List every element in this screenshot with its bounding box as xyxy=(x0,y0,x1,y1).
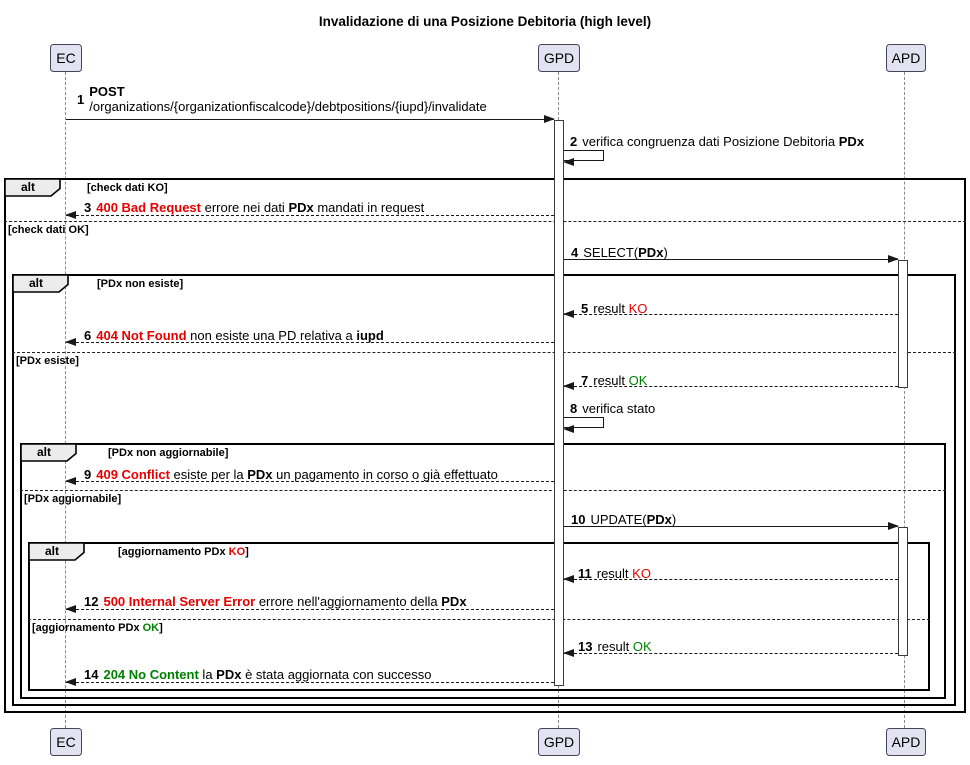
status-code-204: 204 No Content xyxy=(103,667,199,682)
request-path: /organizations/{organizationfiscalcode}/debtpositions/{iupd}/invalidate xyxy=(89,99,487,114)
message-text: verifica congruenza dati Posizione Debitoria xyxy=(582,134,839,149)
else-label-4 xyxy=(32,622,163,634)
alt-keyword: alt xyxy=(45,544,60,558)
result-ko: KO xyxy=(632,566,651,581)
arrowhead-left xyxy=(563,382,574,390)
actor-apd-label: APD xyxy=(891,50,921,66)
message-8-label xyxy=(570,401,655,416)
status-code-409: 409 Conflict xyxy=(96,467,170,482)
message-text: un pagamento in corso o già effettuato xyxy=(272,467,498,482)
message-number: 5 xyxy=(581,301,589,316)
alt-pentagon-3 xyxy=(20,443,78,462)
result-ok: OK xyxy=(628,373,648,388)
message-6-arrow xyxy=(66,342,554,343)
message-10-label xyxy=(571,512,676,527)
message-12-arrow xyxy=(66,609,554,610)
condition-text: ] xyxy=(245,546,249,558)
message-13-arrow xyxy=(564,653,898,654)
alt-pentagon-2 xyxy=(12,274,70,293)
alt-condition-1: [check dati KO] xyxy=(87,182,168,194)
condition-text: [aggiornamento PDx xyxy=(32,622,143,634)
message-2-label xyxy=(570,134,864,149)
message-1-label xyxy=(77,84,487,114)
message-text: non esiste una PD relativa a xyxy=(186,328,357,343)
alt-pentagon-4 xyxy=(28,542,86,561)
message-number: 11 xyxy=(578,566,592,581)
alt-keyword: alt xyxy=(37,445,52,459)
message-text: errore nell'aggiornamento della xyxy=(255,594,442,609)
result-ok: OK xyxy=(632,639,652,654)
else-divider-4 xyxy=(28,619,930,620)
else-label-1: [check dati OK] xyxy=(8,224,89,236)
message-4-label xyxy=(571,245,668,260)
actor-apd-label: APD xyxy=(891,734,921,750)
actor-gpd-label: GPD xyxy=(543,50,575,66)
message-13-label xyxy=(578,639,652,654)
message-text-bold: PDx xyxy=(288,200,314,215)
message-number: 6 xyxy=(84,328,92,343)
actor-gpd-bottom xyxy=(538,728,580,756)
result-ko: KO xyxy=(628,301,648,316)
alt-pentagon-1 xyxy=(4,178,62,197)
condition-status-ko: KO xyxy=(228,546,246,558)
arrowhead-left xyxy=(563,158,574,166)
message-3-arrow xyxy=(66,215,554,216)
message-text: result xyxy=(593,373,629,388)
message-text: result xyxy=(593,301,629,316)
message-text: ) xyxy=(663,245,668,260)
message-text: verifica stato xyxy=(582,401,656,416)
arrowhead-left xyxy=(563,649,574,657)
arrowhead-right xyxy=(544,115,555,123)
arrowhead-left xyxy=(563,310,574,318)
message-text-bold: PDx xyxy=(247,467,273,482)
message-text-bold: PDx xyxy=(216,667,242,682)
actor-gpd-top xyxy=(538,44,580,72)
message-number: 3 xyxy=(84,200,92,215)
message-10-arrow xyxy=(564,526,898,527)
message-number: 4 xyxy=(571,245,579,260)
message-11-arrow xyxy=(564,579,898,580)
actor-ec-top xyxy=(50,44,82,72)
message-3-label xyxy=(84,200,424,215)
arrowhead-left xyxy=(65,211,76,219)
actor-gpd-label: GPD xyxy=(543,734,575,750)
condition-text: [aggiornamento PDx xyxy=(118,546,229,558)
actor-ec-bottom xyxy=(50,728,82,756)
message-14-arrow xyxy=(66,682,554,683)
activation-bar-gpd xyxy=(554,120,564,686)
diagram-title: Invalidazione di una Posizione Debitoria (high level) xyxy=(318,14,652,29)
else-label-2: [PDx esiste] xyxy=(16,355,79,367)
message-14-label xyxy=(84,667,432,682)
message-number: 1 xyxy=(77,91,85,107)
message-number: 2 xyxy=(570,134,578,149)
message-4-arrow xyxy=(564,259,898,260)
actor-apd-top xyxy=(886,44,926,72)
message-9-arrow xyxy=(66,481,554,482)
arrowhead-right xyxy=(888,255,899,263)
arrowhead-left xyxy=(563,575,574,583)
message-9-label xyxy=(84,467,498,482)
message-text: errore nei dati xyxy=(201,200,289,215)
activation-bar-apd-update xyxy=(898,527,908,656)
message-text: è stata aggiornata con successo xyxy=(241,667,432,682)
actor-ec-label: EC xyxy=(56,50,76,66)
message-12-label xyxy=(84,594,467,609)
else-divider-3 xyxy=(20,490,946,491)
else-divider-2 xyxy=(12,352,956,353)
arrowhead-right xyxy=(888,522,899,530)
alt-keyword: alt xyxy=(29,276,44,290)
message-text: esiste per la xyxy=(169,467,248,482)
alt-condition-3: [PDx non aggiornabile] xyxy=(108,447,229,459)
arrowhead-left xyxy=(65,477,76,485)
message-number: 8 xyxy=(570,401,578,416)
message-text: ) xyxy=(671,512,677,527)
message-text: mandati in request xyxy=(313,200,425,215)
message-1-arrow xyxy=(66,119,554,120)
message-text: UPDATE( xyxy=(590,512,647,527)
message-number: 7 xyxy=(581,373,589,388)
alt-condition-4 xyxy=(118,546,249,558)
message-number: 13 xyxy=(578,639,593,654)
actor-apd-bottom xyxy=(886,728,926,756)
arrowhead-left xyxy=(65,678,76,686)
message-number: 10 xyxy=(571,512,586,527)
arrowhead-left xyxy=(65,605,76,613)
message-6-label xyxy=(84,328,384,343)
else-divider-1 xyxy=(4,221,966,222)
message-text: la xyxy=(198,667,217,682)
else-label-3: [PDx aggiornabile] xyxy=(24,493,122,505)
message-number: 12 xyxy=(84,594,99,609)
message-text-bold: PDx xyxy=(646,512,672,527)
message-number: 9 xyxy=(84,467,92,482)
http-method: POST xyxy=(89,84,125,99)
message-8-self-arrow xyxy=(564,417,604,428)
message-text-bold: PDx xyxy=(441,594,467,609)
condition-status-ok: OK xyxy=(142,622,160,634)
arrowhead-left xyxy=(65,338,76,346)
message-text-bold: PDx xyxy=(838,134,865,149)
message-2-self-arrow xyxy=(564,150,604,161)
message-text: result xyxy=(596,566,633,581)
activation-bar-apd-select xyxy=(898,260,908,388)
message-text-bold: iupd xyxy=(356,328,384,343)
status-code-500: 500 Internal Server Error xyxy=(103,594,256,609)
alt-condition-2: [PDx non esiste] xyxy=(97,278,184,290)
arrowhead-left xyxy=(563,425,574,433)
message-text-bold: PDx xyxy=(638,245,664,260)
actor-ec-label: EC xyxy=(56,734,76,750)
message-5-arrow xyxy=(564,314,898,315)
condition-text: ] xyxy=(159,622,163,634)
status-code-400: 400 Bad Request xyxy=(96,200,201,215)
message-7-arrow xyxy=(564,386,898,387)
status-code-404: 404 Not Found xyxy=(96,328,187,343)
message-text: SELECT( xyxy=(583,245,639,260)
message-text: result xyxy=(597,639,633,654)
alt-keyword: alt xyxy=(21,180,36,194)
message-number: 14 xyxy=(84,667,99,682)
